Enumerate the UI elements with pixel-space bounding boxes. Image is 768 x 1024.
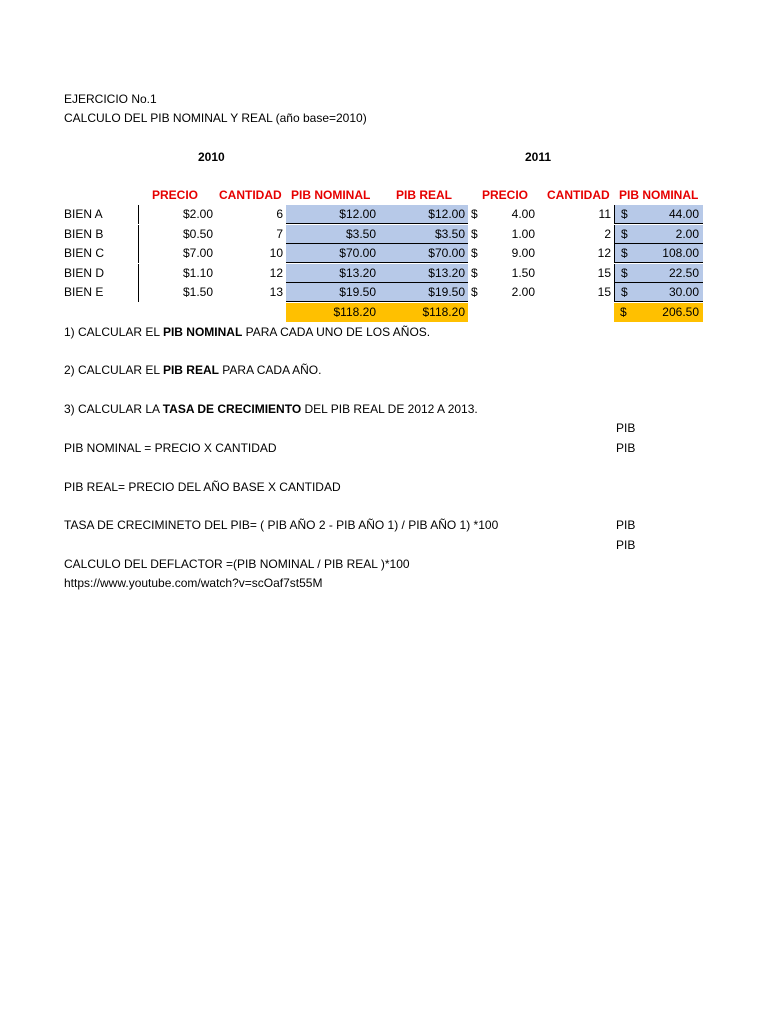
header-pib-real-2010: PIB REAL bbox=[396, 188, 453, 202]
cell-precio-2010: $0.50 bbox=[138, 225, 216, 244]
cell-pib-nominal-2011 bbox=[614, 283, 703, 302]
total-pib-real-2010: $118.20 bbox=[379, 303, 468, 322]
header-pib-nominal-2011: PIB NOMINAL bbox=[619, 188, 699, 202]
cell-dollar-sign: $ bbox=[471, 207, 478, 221]
side-label-pib: PIB bbox=[616, 421, 636, 435]
question-1: 1) CALCULAR EL PIB NOMINAL PARA CADA UNO DE LOS AÑOS. bbox=[64, 325, 431, 339]
cell-dollar-sign: $ bbox=[471, 227, 478, 241]
cell-cantidad-2010: 7 bbox=[276, 227, 283, 241]
cell-dollar-sign: $ bbox=[471, 246, 478, 260]
formula-pib-nominal: PIB NOMINAL = PRECIO X CANTIDAD bbox=[64, 441, 277, 455]
cell-dollar-sign: $ bbox=[621, 285, 628, 299]
cell-dollar-sign: $ bbox=[621, 246, 628, 260]
cell-cantidad-2011: 12 bbox=[597, 246, 611, 260]
cell-pib-nominal-2011-value: 44.00 bbox=[668, 207, 699, 221]
cell-cantidad-2010: 6 bbox=[276, 207, 283, 221]
header-cantidad-2010: CANTIDAD bbox=[219, 188, 282, 202]
formula-tasa-crecimiento: TASA DE CRECIMINETO DEL PIB= ( PIB AÑO 2 - PIB AÑO 1) / PIB AÑO 1) *100 bbox=[64, 518, 499, 532]
cell-pib-nominal-2010: $19.50 bbox=[286, 283, 379, 302]
cell-dollar-sign: $ bbox=[621, 227, 628, 241]
cell-cantidad-2010: 10 bbox=[269, 246, 283, 260]
side-label-pib: PIB bbox=[616, 518, 636, 532]
cell-precio-2011: 1.50 bbox=[511, 266, 535, 280]
cell-pib-real-2010: $3.50 bbox=[379, 225, 468, 244]
cell-dollar-sign: $ bbox=[621, 207, 628, 221]
cell-precio-2010: $7.00 bbox=[138, 244, 216, 263]
year-2010: 2010 bbox=[198, 150, 225, 164]
cell-pib-nominal-2011-value: 30.00 bbox=[668, 285, 699, 299]
cell-precio-2010: $2.00 bbox=[138, 205, 216, 224]
cell-pib-nominal-2010: $13.20 bbox=[286, 264, 379, 283]
cell-cantidad-2011: 11 bbox=[598, 207, 611, 221]
cell-pib-nominal-2011 bbox=[614, 225, 703, 244]
cell-pib-nominal-2011-value: 22.50 bbox=[668, 266, 699, 280]
cell-precio-2010: $1.50 bbox=[138, 283, 216, 302]
header-pib-nominal-2010: PIB NOMINAL bbox=[291, 188, 371, 202]
formula-deflactor: CALCULO DEL DEFLACTOR =(PIB NOMINAL / PIB REAL )*100 bbox=[64, 557, 410, 571]
cell-pib-nominal-2011-value: 2.00 bbox=[675, 227, 699, 241]
cell-cantidad-2011: 15 bbox=[597, 266, 611, 280]
cell-precio-2011: 2.00 bbox=[511, 285, 535, 299]
exercise-title: EJERCICIO No.1 bbox=[64, 92, 157, 106]
total-dollar-sign: $ bbox=[620, 305, 627, 319]
header-precio-2010: PRECIO bbox=[152, 188, 199, 202]
cell-pib-nominal-2011-value: 108.00 bbox=[662, 246, 699, 260]
header-cantidad-2011: CANTIDAD bbox=[547, 188, 610, 202]
cell-pib-nominal-2011 bbox=[614, 264, 703, 283]
year-2011: 2011 bbox=[525, 150, 552, 164]
cell-pib-nominal-2010: $3.50 bbox=[286, 225, 379, 244]
question-2: 2) CALCULAR EL PIB REAL PARA CADA AÑO. bbox=[64, 363, 322, 377]
cell-cantidad-2011: 2 bbox=[604, 227, 611, 241]
cell-pib-real-2010: $13.20 bbox=[379, 264, 468, 283]
row-label: BIEN C bbox=[64, 246, 105, 260]
question-3: 3) CALCULAR LA TASA DE CRECIMIENTO DEL PIB REAL DE 2012 A 2013. bbox=[64, 402, 478, 416]
cell-precio-2011: 4.00 bbox=[511, 207, 535, 221]
cell-pib-real-2010: $19.50 bbox=[379, 283, 468, 302]
cell-precio-2011: 1.00 bbox=[511, 227, 535, 241]
side-label-pib: PIB bbox=[616, 441, 636, 455]
cell-pib-real-2010: $12.00 bbox=[379, 205, 468, 224]
formula-pib-real: PIB REAL= PRECIO DEL AÑO BASE X CANTIDAD bbox=[64, 480, 341, 494]
total-pib-nominal-2010: $118.20 bbox=[286, 303, 379, 322]
row-label: BIEN E bbox=[64, 285, 104, 299]
row-label: BIEN B bbox=[64, 227, 104, 241]
cell-precio-2011: 9.00 bbox=[511, 246, 535, 260]
cell-pib-nominal-2011 bbox=[614, 244, 703, 263]
cell-cantidad-2011: 15 bbox=[597, 285, 611, 299]
cell-dollar-sign: $ bbox=[471, 266, 478, 280]
cell-pib-nominal-2010: $70.00 bbox=[286, 244, 379, 263]
exercise-subtitle: CALCULO DEL PIB NOMINAL Y REAL (año base=2010) bbox=[64, 111, 367, 125]
row-label: BIEN D bbox=[64, 266, 105, 280]
cell-cantidad-2010: 12 bbox=[269, 266, 283, 280]
cell-dollar-sign: $ bbox=[621, 266, 628, 280]
youtube-link[interactable]: https://www.youtube.com/watch?v=scOaf7st55M bbox=[64, 576, 323, 590]
cell-pib-nominal-2011 bbox=[614, 205, 703, 224]
row-label: BIEN A bbox=[64, 207, 103, 221]
cell-precio-2010: $1.10 bbox=[138, 264, 216, 283]
cell-cantidad-2010: 13 bbox=[269, 285, 283, 299]
cell-pib-real-2010: $70.00 bbox=[379, 244, 468, 263]
header-precio-2011: PRECIO bbox=[482, 188, 529, 202]
cell-dollar-sign: $ bbox=[471, 285, 478, 299]
cell-pib-nominal-2010: $12.00 bbox=[286, 205, 379, 224]
total-pib-nominal-2011-value: 206.50 bbox=[662, 305, 699, 319]
total-pib-nominal-2011 bbox=[614, 303, 703, 322]
side-label-pib: PIB bbox=[616, 538, 636, 552]
